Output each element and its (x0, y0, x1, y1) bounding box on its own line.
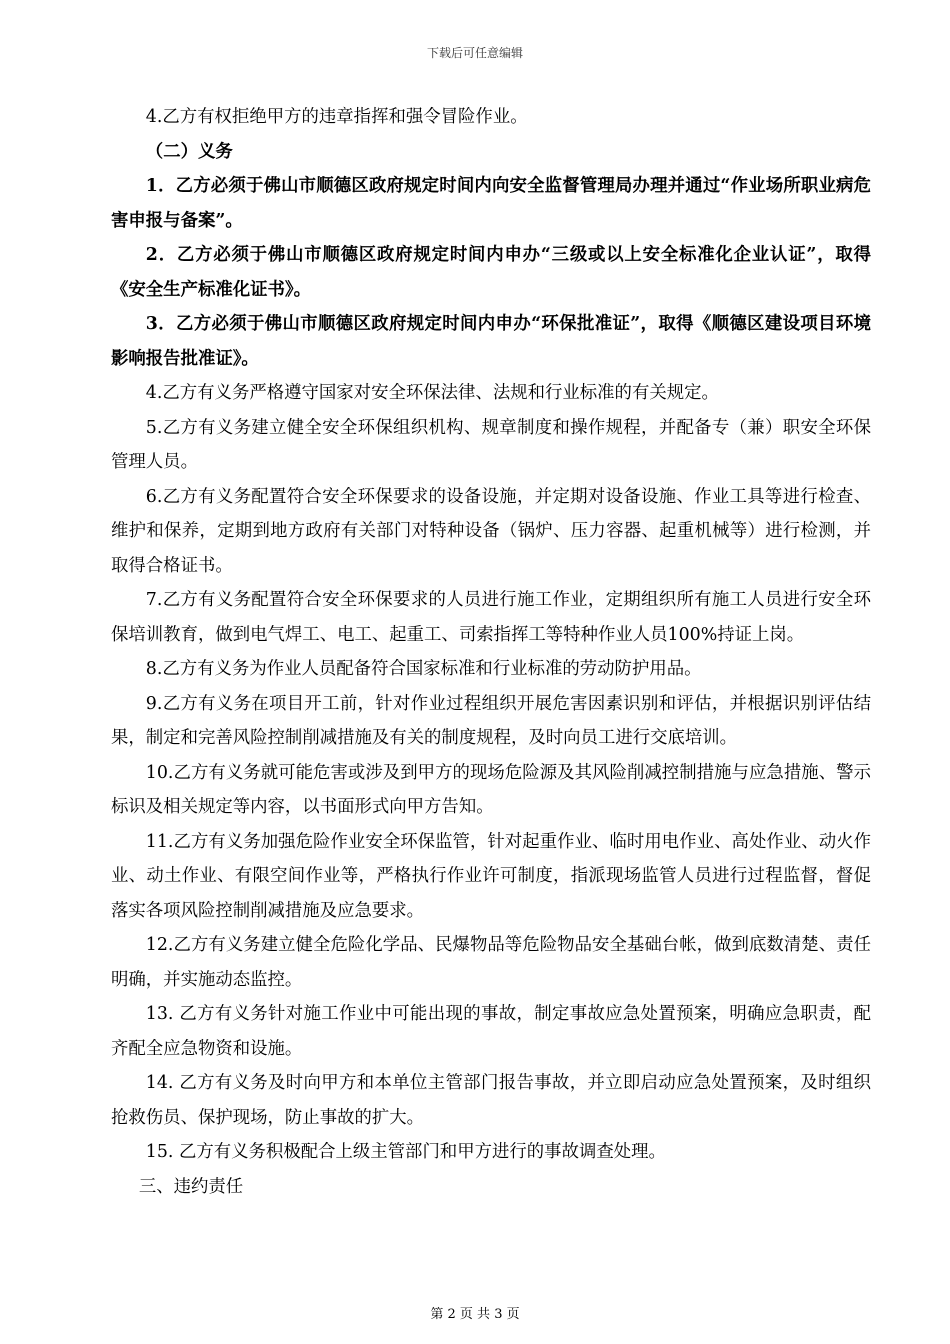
page-header: 下载后可任意编辑 (426, 46, 523, 60)
paragraph-right-4: 4.乙方有权拒绝甲方的违章指挥和强令冒险作业。 (145, 107, 528, 127)
obligation-3: 3．乙方必须于佛山市顺德区政府规定时间内申办“环保批准证”，取得《顺德区建设项目环境影响报告批准证》。 (111, 314, 871, 369)
obligation-1: 1．乙方必须于佛山市顺德区政府规定时间内向安全监督管理局办理并通过“作业场所职业病危害申报与备案”。 (111, 176, 871, 231)
obligation-13: 13. 乙方有义务针对施工作业中可能出现的事故，制定事故应急处置预案，明确应急职责，配齐配全应急物资和设施。 (111, 1004, 871, 1059)
section-heading-liability: 三、违约责任 (138, 1176, 244, 1197)
obligation-14: 14. 乙方有义务及时向甲方和本单位主管部门报告事故，并立即启动应急处置预案，及时组织抢救伤员、保护现场，防止事故的扩大。 (111, 1073, 871, 1128)
obligation-8: 8.乙方有义务为作业人员配备符合国家标准和行业标准的劳动防护用品。 (145, 659, 702, 679)
obligation-11: 11.乙方有义务加强危险作业安全环保监管，针对起重作业、临时用电作业、高处作业、动火作业、动土作业、有限空间作业等，严格执行作业许可制度，指派现场监管人员进行过程监督，督促落实各项风险控制削减措施及应急要求。 (111, 831, 871, 921)
obligation-5: 5.乙方有义务建立健全安全环保组织机构、规章制度和操作规程，并配备专（兼）职安全环保管理人员。 (111, 417, 871, 472)
obligation-10: 10.乙方有义务就可能危害或涉及到甲方的现场危险源及其风险削减控制措施与应急措施、警示标识及相关规定等内容，以书面形式向甲方告知。 (111, 762, 871, 817)
obligation-7: 7.乙方有义务配置符合安全环保要求的人员进行施工作业，定期组织所有施工人员进行安全环保培训教育，做到电气焊工、电工、起重工、司索指挥工等特种作业人员100%持证上岗。 (111, 590, 871, 645)
section-heading-obligations: （二）义务 (145, 141, 233, 162)
obligation-9: 9.乙方有义务在项目开工前，针对作业过程组织开展危害因素识别和评估，并根据识别评估结果，制定和完善风险控制削减措施及有关的制度规程，及时向员工进行交底培训。 (111, 693, 871, 748)
page-footer: 第 2 页 共 3 页 (430, 1307, 520, 1322)
obligation-2: 2．乙方必须于佛山市顺德区政府规定时间内申办“三级或以上安全标准化企业认证”，取得《安全生产标准化证书》。 (111, 245, 871, 300)
obligation-12: 12.乙方有义务建立健全危险化学品、民爆物品等危险物品安全基础台帐，做到底数清楚、责任明确，并实施动态监控。 (111, 935, 871, 990)
obligation-6: 6.乙方有义务配置符合安全环保要求的设备设施，并定期对设备设施、作业工具等进行检查、维护和保养，定期到地方政府有关部门对特种设备（锅炉、压力容器、起重机械等）进行检测，并取得合格证书。 (111, 486, 871, 576)
obligation-4: 4.乙方有义务严格遵守国家对安全环保法律、法规和行业标准的有关规定。 (145, 383, 719, 403)
obligation-15: 15. 乙方有义务积极配合上级主管部门和甲方进行的事故调查处理。 (145, 1142, 666, 1162)
document-body (111, 100, 871, 1204)
